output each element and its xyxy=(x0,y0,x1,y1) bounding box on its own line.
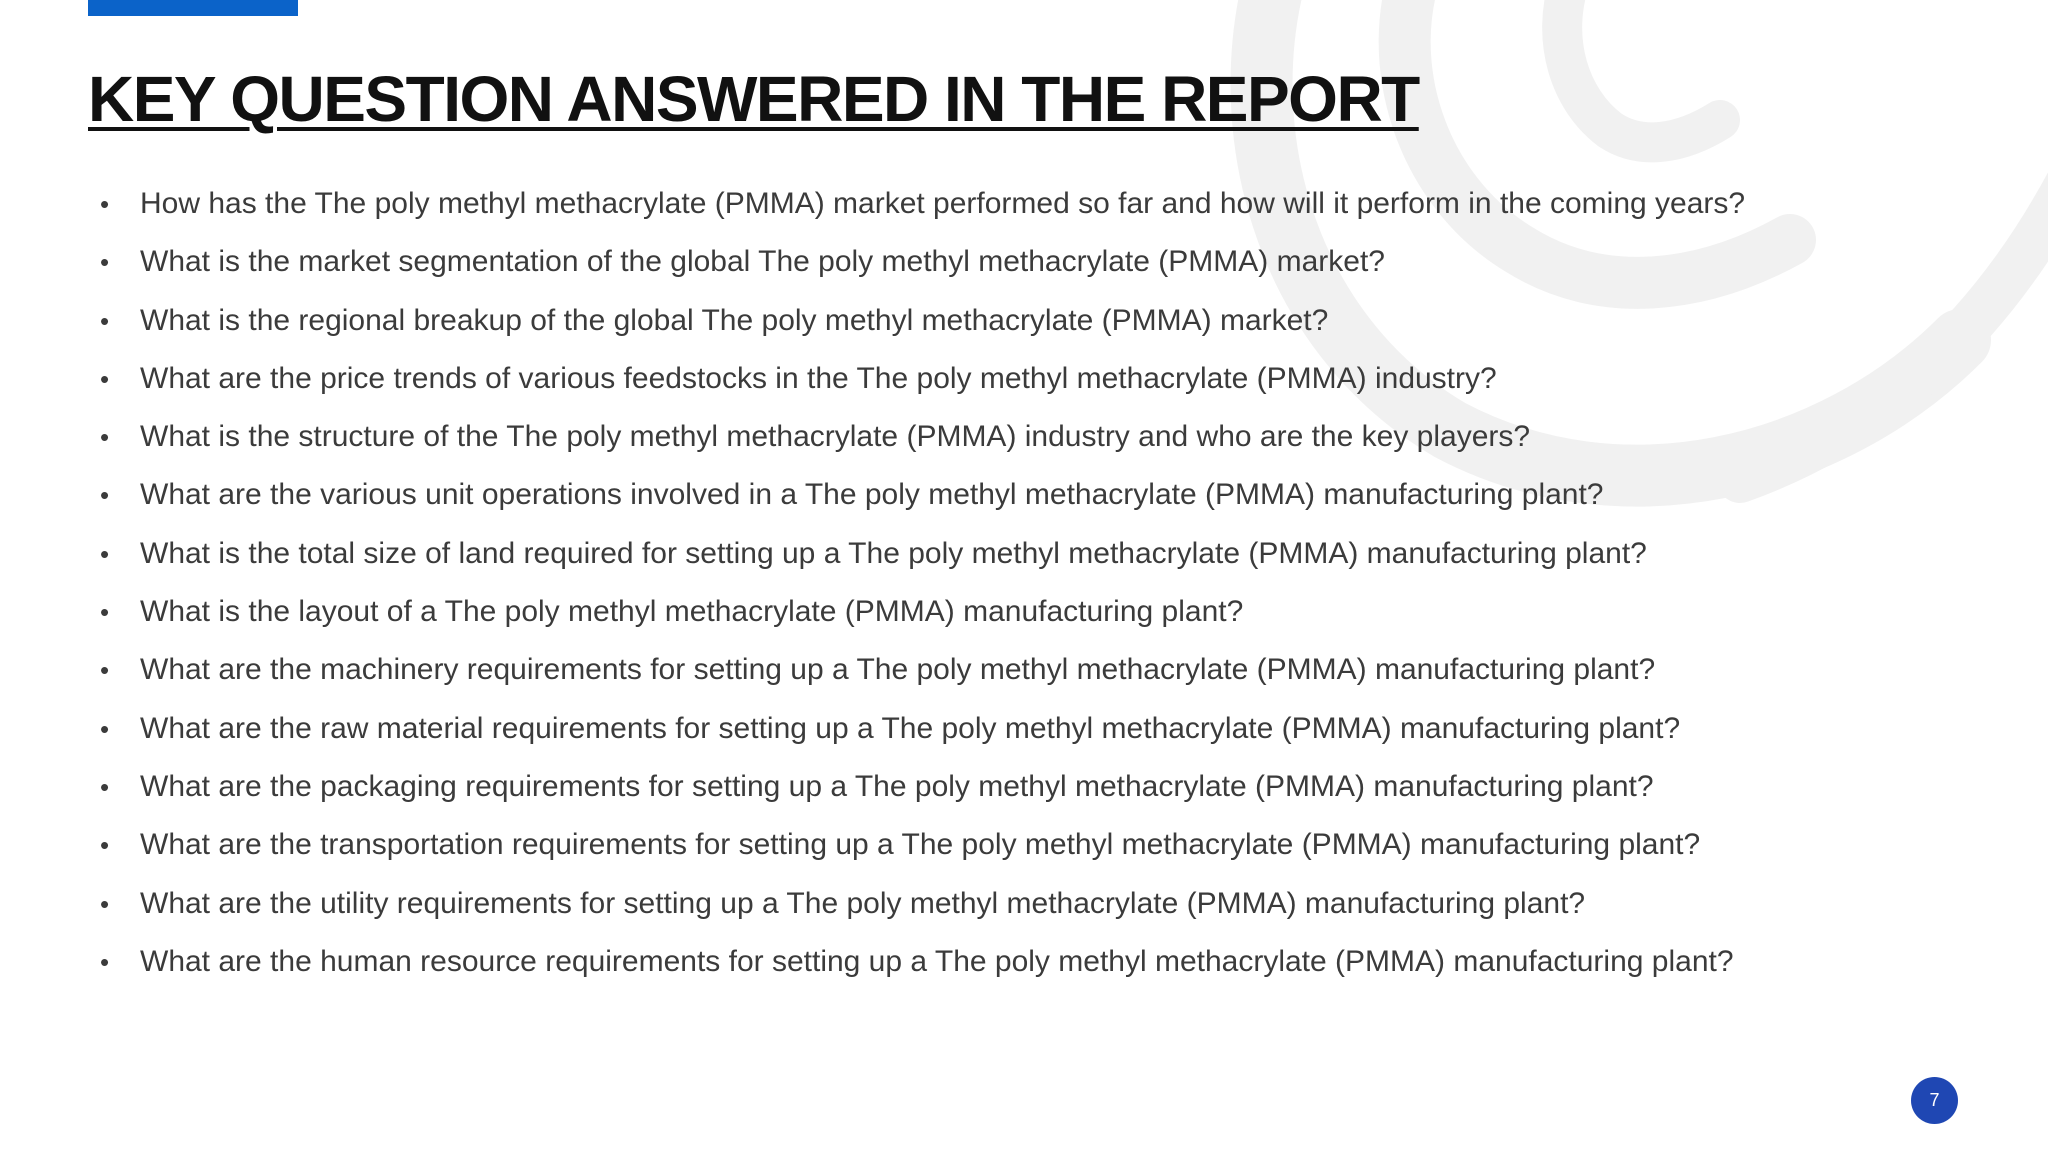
bullet-icon: • xyxy=(100,538,110,569)
bullet-icon: • xyxy=(100,771,110,802)
question-item xyxy=(100,758,1745,816)
question-text: What are the transportation requirements for setting up a The poly methyl methacrylate (PMMA) manufacturing plant? xyxy=(140,828,1701,862)
question-item xyxy=(100,816,1745,874)
question-item xyxy=(100,875,1745,933)
bullet-icon: • xyxy=(100,189,110,219)
page-number-badge xyxy=(1911,1077,1958,1124)
question-text: What is the structure of the The poly methyl methacrylate (PMMA) industry and who are the key players? xyxy=(140,420,1531,454)
question-text: What are the human resource requirements for setting up a The poly methyl methacrylate (PMMA) manufacturing plant? xyxy=(140,944,1734,978)
question-text: How has the The poly methyl methacrylate (PMMA) market performed so far and how will it perform in the coming years? xyxy=(140,187,1746,220)
question-item xyxy=(100,292,1745,350)
bullet-icon: • xyxy=(100,363,110,394)
bullet-icon: • xyxy=(100,655,110,686)
bullet-icon: • xyxy=(100,888,110,919)
accent-bar xyxy=(88,0,298,16)
question-text: What are the price trends of various feedstocks in the The poly methyl methacrylate (PMMA) industry? xyxy=(140,361,1497,395)
question-text: What is the market segmentation of the global The poly methyl methacrylate (PMMA) market? xyxy=(140,245,1385,279)
question-text: What is the layout of a The poly methyl methacrylate (PMMA) manufacturing plant? xyxy=(140,595,1244,629)
question-item xyxy=(100,933,1745,991)
question-text: What are the various unit operations involved in a The poly methyl methacrylate (PMMA) manufacturing plant? xyxy=(140,478,1604,512)
question-item xyxy=(100,525,1745,583)
bullet-icon: • xyxy=(100,422,110,453)
bullet-icon: • xyxy=(100,830,110,861)
bullet-icon: • xyxy=(100,305,110,336)
question-item xyxy=(100,700,1745,758)
slide-title: KEY QUESTION ANSWERED IN THE REPORT xyxy=(88,63,1419,135)
bullet-icon: • xyxy=(100,480,110,511)
bullet-icon: • xyxy=(100,713,110,744)
question-text: What are the utility requirements for setting up a The poly methyl methacrylate (PMMA) manufacturing plant? xyxy=(140,886,1586,920)
bullet-icon: • xyxy=(100,597,110,628)
question-item xyxy=(100,175,1745,233)
question-item xyxy=(100,466,1745,524)
question-text: What are the machinery requirements for setting up a The poly methyl methacrylate (PMMA) manufacturing plant? xyxy=(140,653,1656,687)
question-text: What are the raw material requirements for setting up a The poly methyl methacrylate (PMMA) manufacturing plant? xyxy=(140,711,1681,745)
question-item xyxy=(100,583,1745,641)
bullet-icon: • xyxy=(100,946,110,977)
question-text: What is the regional breakup of the global The poly methyl methacrylate (PMMA) market? xyxy=(140,303,1329,337)
question-text: What is the total size of land required for setting up a The poly methyl methacrylate (PMMA) manufacturing plant? xyxy=(140,536,1647,570)
bullet-icon: • xyxy=(100,247,110,278)
question-text: What are the packaging requirements for setting up a The poly methyl methacrylate (PMMA) manufacturing plant? xyxy=(140,769,1654,803)
question-item xyxy=(100,641,1745,699)
page-number: 7 xyxy=(1929,1090,1940,1110)
question-item xyxy=(100,408,1745,466)
question-item xyxy=(100,233,1745,291)
question-list xyxy=(100,175,1745,991)
question-item xyxy=(100,350,1745,408)
